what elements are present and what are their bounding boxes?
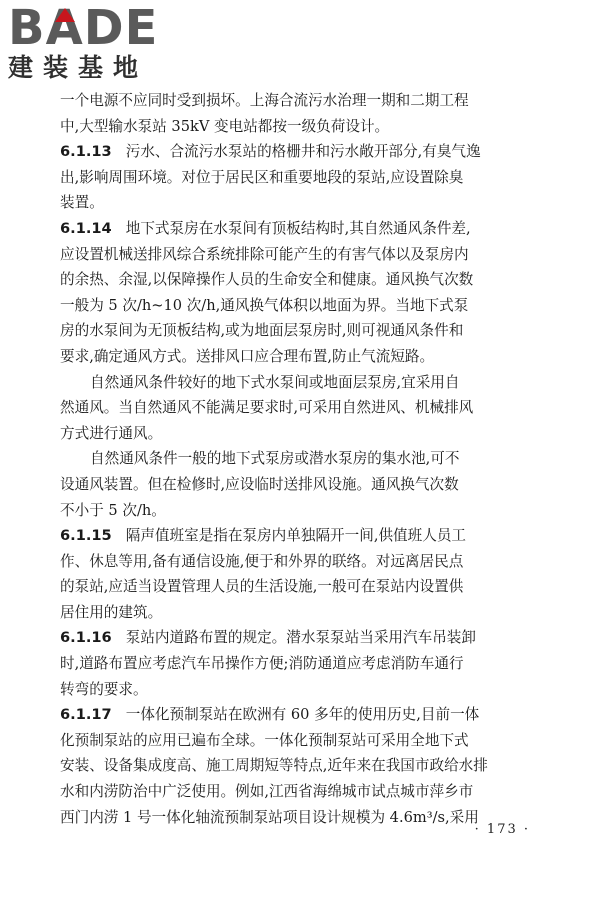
logo-letters-de: DE <box>83 0 159 56</box>
text-line <box>60 600 542 626</box>
logo-wordmark <box>8 0 176 56</box>
text-line <box>60 88 542 114</box>
section-first-line <box>60 625 542 651</box>
line-text: 房的水泵间为无顶板结构,或为地面层泵房时,则可视通风条件和 <box>60 322 464 340</box>
text-line <box>60 190 542 216</box>
logo-letter-b: B <box>8 0 46 56</box>
line-text: 化预制泵站的应用已遍布全球。一体化预制泵站可采用全地下式 <box>60 731 469 749</box>
section-first-line <box>60 523 542 549</box>
section-number: 6.1.13 <box>60 143 112 161</box>
text-line <box>60 344 542 370</box>
line-text: 时,道路布置应考虑汽车吊操作方便;消防通道应考虑消防车通行 <box>60 655 464 673</box>
line-text: 泵站内道路布置的规定。潜水泵泵站当采用汽车吊装卸 <box>125 629 476 647</box>
line-text: 自然通风条件一般的地下式泵房或潜水泵房的集水池,可不 <box>90 450 460 468</box>
text-line <box>60 165 542 191</box>
line-text: 隔声值班室是指在泵房内单独隔开一间,供值班人员工 <box>125 527 467 545</box>
section-number: 6.1.16 <box>60 629 112 647</box>
text-line <box>60 370 542 396</box>
text-line <box>60 574 542 600</box>
bade-logo <box>8 0 176 84</box>
line-text: 要求,确定通风方式。送排风口应合理布置,防止气流短路。 <box>60 347 435 365</box>
line-text: 一体化预制泵站在欧洲有 60 多年的使用历史,目前一体 <box>125 706 480 724</box>
section-number: 6.1.15 <box>60 527 112 545</box>
line-text: 的泵站,应适当设置管理人员的生活设施,一般可在泵站内设置供 <box>60 578 464 596</box>
text-line <box>60 114 542 140</box>
section-first-line <box>60 139 542 165</box>
text-line <box>60 472 542 498</box>
text-line <box>60 805 542 831</box>
logo-subtitle: 建装基地 <box>8 53 149 82</box>
page-number: · 173 · <box>474 822 530 837</box>
line-text: 转弯的要求。 <box>60 680 148 698</box>
line-text: 出,影响周围环境。对位于居民区和重要地段的泵站,应设置除臭 <box>60 168 464 186</box>
text-line <box>60 446 542 472</box>
text-line <box>60 318 542 344</box>
text-line <box>60 753 542 779</box>
text-line <box>60 395 542 421</box>
line-text: 地下式泵房在水泵间有顶板结构时,其自然通风条件差, <box>125 219 471 237</box>
line-text: 应设置机械送排风综合系统排除可能产生的有害气体以及泵房内 <box>60 245 469 263</box>
page-body-text <box>60 88 542 830</box>
text-line <box>60 498 542 524</box>
line-text: 方式进行通风。 <box>60 424 163 442</box>
line-text: 居住用的建筑。 <box>60 603 163 621</box>
line-text: 污水、合流污水泵站的格栅井和污水敞开部分,有臭气逸 <box>125 143 481 161</box>
line-text: 中,大型输水泵站 35kV 变电站都按一级负荷设计。 <box>60 117 390 135</box>
line-text: 安装、设备集成度高、施工周期短等特点,近年来在我国市政给水排 <box>60 757 488 775</box>
text-line <box>60 779 542 805</box>
section-first-line <box>60 216 542 242</box>
text-line <box>60 728 542 754</box>
section-first-line <box>60 702 542 728</box>
line-text: 一般为 5 次/h~10 次/h,通风换气体积以地面为界。当地下式泵 <box>60 296 469 314</box>
line-text: 作、休息等用,备有通信设施,便于和外界的联络。对远离居民点 <box>60 552 464 570</box>
line-text: 一个电源不应同时受到损坏。上海合流污水治理一期和二期工程 <box>60 92 469 109</box>
text-line <box>60 267 542 293</box>
section-number: 6.1.17 <box>60 706 112 724</box>
line-text: 不小于 5 次/h。 <box>60 501 166 519</box>
section-number: 6.1.14 <box>60 219 112 237</box>
text-line <box>60 242 542 268</box>
logo-accent-triangle <box>55 8 75 22</box>
line-text: 然通风。当自然通风不能满足要求时,可采用自然进风、机械排风 <box>60 399 474 417</box>
text-line <box>60 421 542 447</box>
text-line <box>60 677 542 703</box>
text-line <box>60 651 542 677</box>
line-text: 的余热、余湿,以保障操作人员的生命安全和健康。通风换气次数 <box>60 271 474 289</box>
logo-letter-a: A <box>45 0 84 56</box>
text-line <box>60 293 542 319</box>
line-text: 装置。 <box>60 194 104 212</box>
line-text: 水和内涝防治中广泛使用。例如,江西省海绵城市试点城市萍乡市 <box>60 783 474 801</box>
text-line <box>60 549 542 575</box>
line-text: 自然通风条件较好的地下式水泵间或地面层泵房,宜采用自 <box>90 373 460 391</box>
line-text: 西门内涝 1 号一体化轴流预制泵站项目设计规模为 4.6m³/s,采用 <box>60 808 479 826</box>
line-text: 设通风装置。但在检修时,应设临时送排风设施。通风换气次数 <box>60 475 459 493</box>
